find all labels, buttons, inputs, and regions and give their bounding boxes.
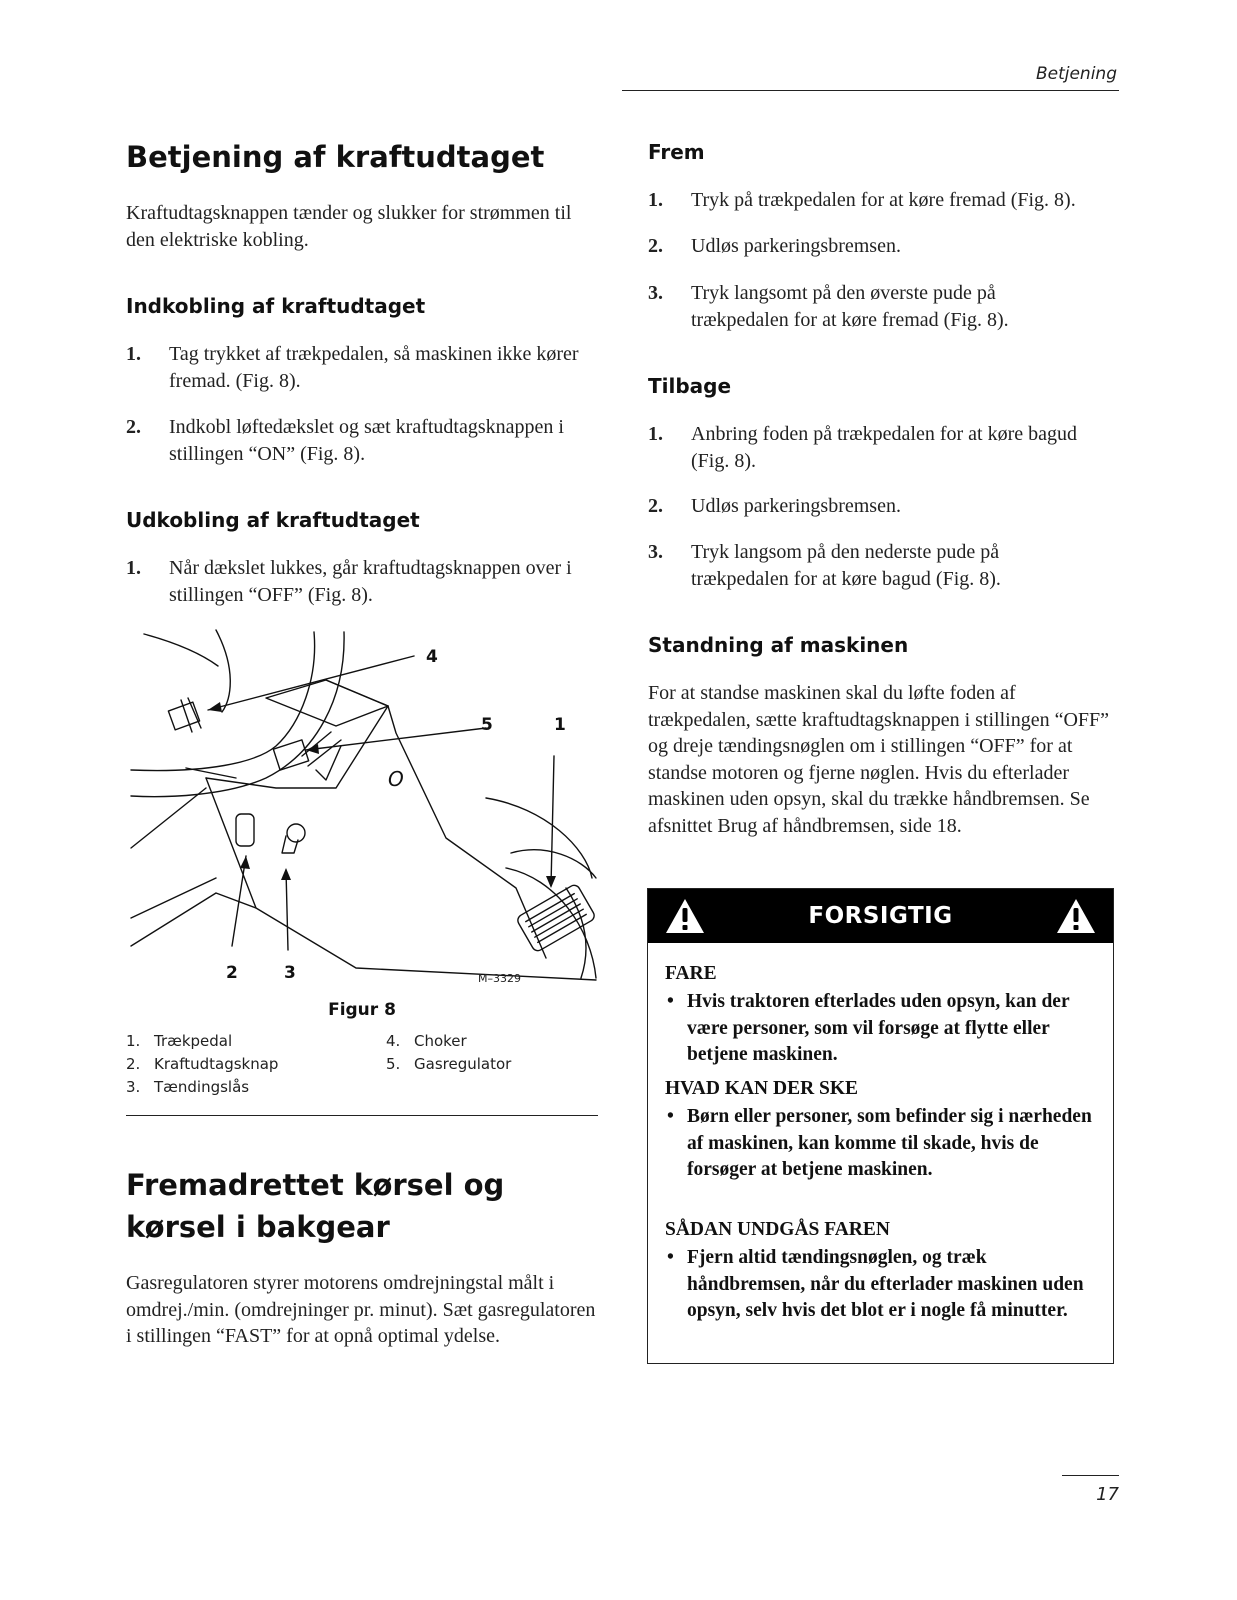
legend-item: 4. Choker bbox=[386, 1032, 467, 1050]
heading-stop: Standning af maskinen bbox=[648, 633, 909, 657]
heading-reverse: Tilbage bbox=[648, 374, 732, 398]
step-text: Udløs parkeringsbremsen. bbox=[691, 495, 901, 517]
step-text: Anbring foden på trækpedalen for at køre bagud (Fig. 8). bbox=[691, 423, 1077, 472]
drive-text: Gasregulatoren styrer motorens omdrejningstal målt i omdrej./min. (omdrejninger pr. minut). Sæt gasregulatoren i stillingen “FAST” for at opnå optimal ydelse. bbox=[126, 1272, 596, 1347]
header-rule bbox=[622, 90, 1119, 91]
pto-switch bbox=[236, 814, 254, 846]
figure-caption: Figur 8 bbox=[328, 1000, 396, 1020]
running-header: Betjening bbox=[1035, 64, 1117, 84]
step-number: 2. bbox=[648, 235, 663, 257]
step-number: 3. bbox=[648, 282, 663, 304]
callout-5: 5 bbox=[481, 715, 493, 735]
step-number: 2. bbox=[648, 495, 663, 517]
engage-step-2 bbox=[126, 414, 596, 468]
reverse-step-2 bbox=[648, 493, 1118, 520]
heading-forward: Frem bbox=[648, 140, 705, 164]
reverse-step-3 bbox=[648, 539, 1118, 593]
page-number: 17 bbox=[1096, 1484, 1119, 1505]
caution-box: FORSIGTIG FARE • Hvis traktoren efterlades uden opsyn, kan der være personer, som vil forsøge at flytte eller betjene maskinen. HVAD KAN DER SKE • Børn eller personer, som befinder sig i nærheden af maskinen, kan komme til skade, hvis de forsøger at betjene maskinen. SÅDAN UNDGÅS FAREN • Fjern altid tændingsnøglen, og træk håndbremsen, når du efterlader maskinen uden opsyn, selv hvis det blot er i nogle få minutter. bbox=[647, 888, 1114, 1364]
step-number: 1. bbox=[648, 423, 663, 445]
stop-text: For at standse maskinen skal du løfte foden af trækpedalen, sætte kraftudtagsknappen i stillingen “OFF” og dreje tændingsnøglen om i stillingen “OFF” for at standse motoren og fjerne nøglen. Hvis du efterlader maskinen uden opsyn, skal du trække håndbremsen. Se afsnittet Brug af håndbremsen, side 18. bbox=[648, 682, 1110, 837]
danger-label: FARE bbox=[665, 963, 717, 984]
steering-wheel-rim bbox=[131, 632, 315, 771]
step-text: Tag trykket af trækpedalen, så maskinen ikke kører fremad. (Fig. 8). bbox=[169, 343, 579, 392]
step-text: Indkobl løftedækslet og sæt kraftudtagsknappen i stillingen “ON” (Fig. 8). bbox=[169, 416, 564, 465]
figure-legend-left bbox=[126, 1030, 278, 1099]
footer-rule bbox=[1062, 1475, 1119, 1476]
steering-wheel-outline bbox=[144, 634, 218, 666]
avoid-label: SÅDAN UNDGÅS FAREN bbox=[665, 1219, 890, 1240]
callout-3: 3 bbox=[284, 963, 296, 983]
callout-2: 2 bbox=[226, 963, 238, 983]
heading-drive: Fremadrettet kørsel og kørsel i bakgear bbox=[126, 1168, 505, 1244]
step-text: Tryk langsomt på den øverste pude på trækpedalen for at køre fremad (Fig. 8). bbox=[691, 282, 1009, 331]
heading-pto: Betjening af kraftudtaget bbox=[126, 140, 545, 174]
warning-triangle-icon bbox=[1055, 897, 1097, 935]
ignition-lock bbox=[287, 824, 305, 842]
avoid-text: Fjern altid tændingsnøglen, og træk håndbremsen, når du efterlader maskinen uden opsyn, selv hvis det blot er i nogle få minutter. bbox=[687, 1247, 1084, 1321]
throttle-mark: O bbox=[388, 767, 404, 791]
heading-engage: Indkobling af kraftudtaget bbox=[126, 294, 426, 318]
legend-item: 3. Tændingslås bbox=[126, 1078, 250, 1096]
figure-code: M–3329 bbox=[478, 972, 521, 985]
pto-intro: Kraftudtagsknappen tænder og slukker for strømmen til den elektriske kobling. bbox=[126, 202, 572, 251]
step-number: 3. bbox=[648, 541, 663, 563]
choke-knob bbox=[168, 702, 199, 730]
caution-title: FORSIGTIG bbox=[808, 903, 953, 929]
legend-item: 1. Trækpedal bbox=[126, 1032, 233, 1050]
forward-step-1 bbox=[648, 187, 1118, 214]
step-text: Tryk langsom på den nederste pude på trækpedalen for at køre bagud (Fig. 8). bbox=[691, 541, 1001, 590]
figure-8-illustration bbox=[126, 628, 598, 988]
step-text: Udløs parkeringsbremsen. bbox=[691, 235, 901, 257]
step-number: 2. bbox=[126, 416, 141, 438]
step-number: 1. bbox=[648, 189, 663, 211]
arrowheads bbox=[208, 702, 556, 888]
callout-1: 1 bbox=[554, 715, 566, 735]
reverse-step-1 bbox=[648, 421, 1118, 475]
step-number: 1. bbox=[126, 557, 141, 579]
forward-step-2 bbox=[648, 233, 1118, 260]
forward-step-3 bbox=[648, 280, 1118, 334]
step-text: Tryk på trækpedalen for at køre fremad (Fig. 8). bbox=[691, 189, 1076, 211]
danger-text: Hvis traktoren efterlades uden opsyn, kan der være personer, som vil forsøge at flytte eller betjene maskinen. bbox=[687, 991, 1070, 1065]
callout-4: 4 bbox=[426, 647, 438, 667]
tractor-controls-drawing bbox=[126, 628, 598, 988]
disengage-step-1 bbox=[126, 555, 598, 609]
legend-item: 5. Gasregulator bbox=[386, 1055, 512, 1073]
heading-disengage: Udkobling af kraftudtaget bbox=[126, 508, 420, 532]
legend-item: 2. Kraftudtagsknap bbox=[126, 1055, 279, 1073]
section-divider bbox=[126, 1115, 598, 1116]
what-text: Børn eller personer, som befinder sig i nærheden af maskinen, kan komme til skade, hvis de forsøger at betjene maskinen. bbox=[687, 1106, 1092, 1180]
engage-step-1 bbox=[126, 341, 596, 395]
traction-pedal bbox=[516, 883, 597, 953]
step-text: Når dækslet lukkes, går kraftudtagsknappen over i stillingen “OFF” (Fig. 8). bbox=[169, 557, 572, 606]
what-label: HVAD KAN DER SKE bbox=[665, 1078, 859, 1099]
figure-legend-right bbox=[386, 1030, 511, 1076]
step-number: 1. bbox=[126, 343, 141, 365]
